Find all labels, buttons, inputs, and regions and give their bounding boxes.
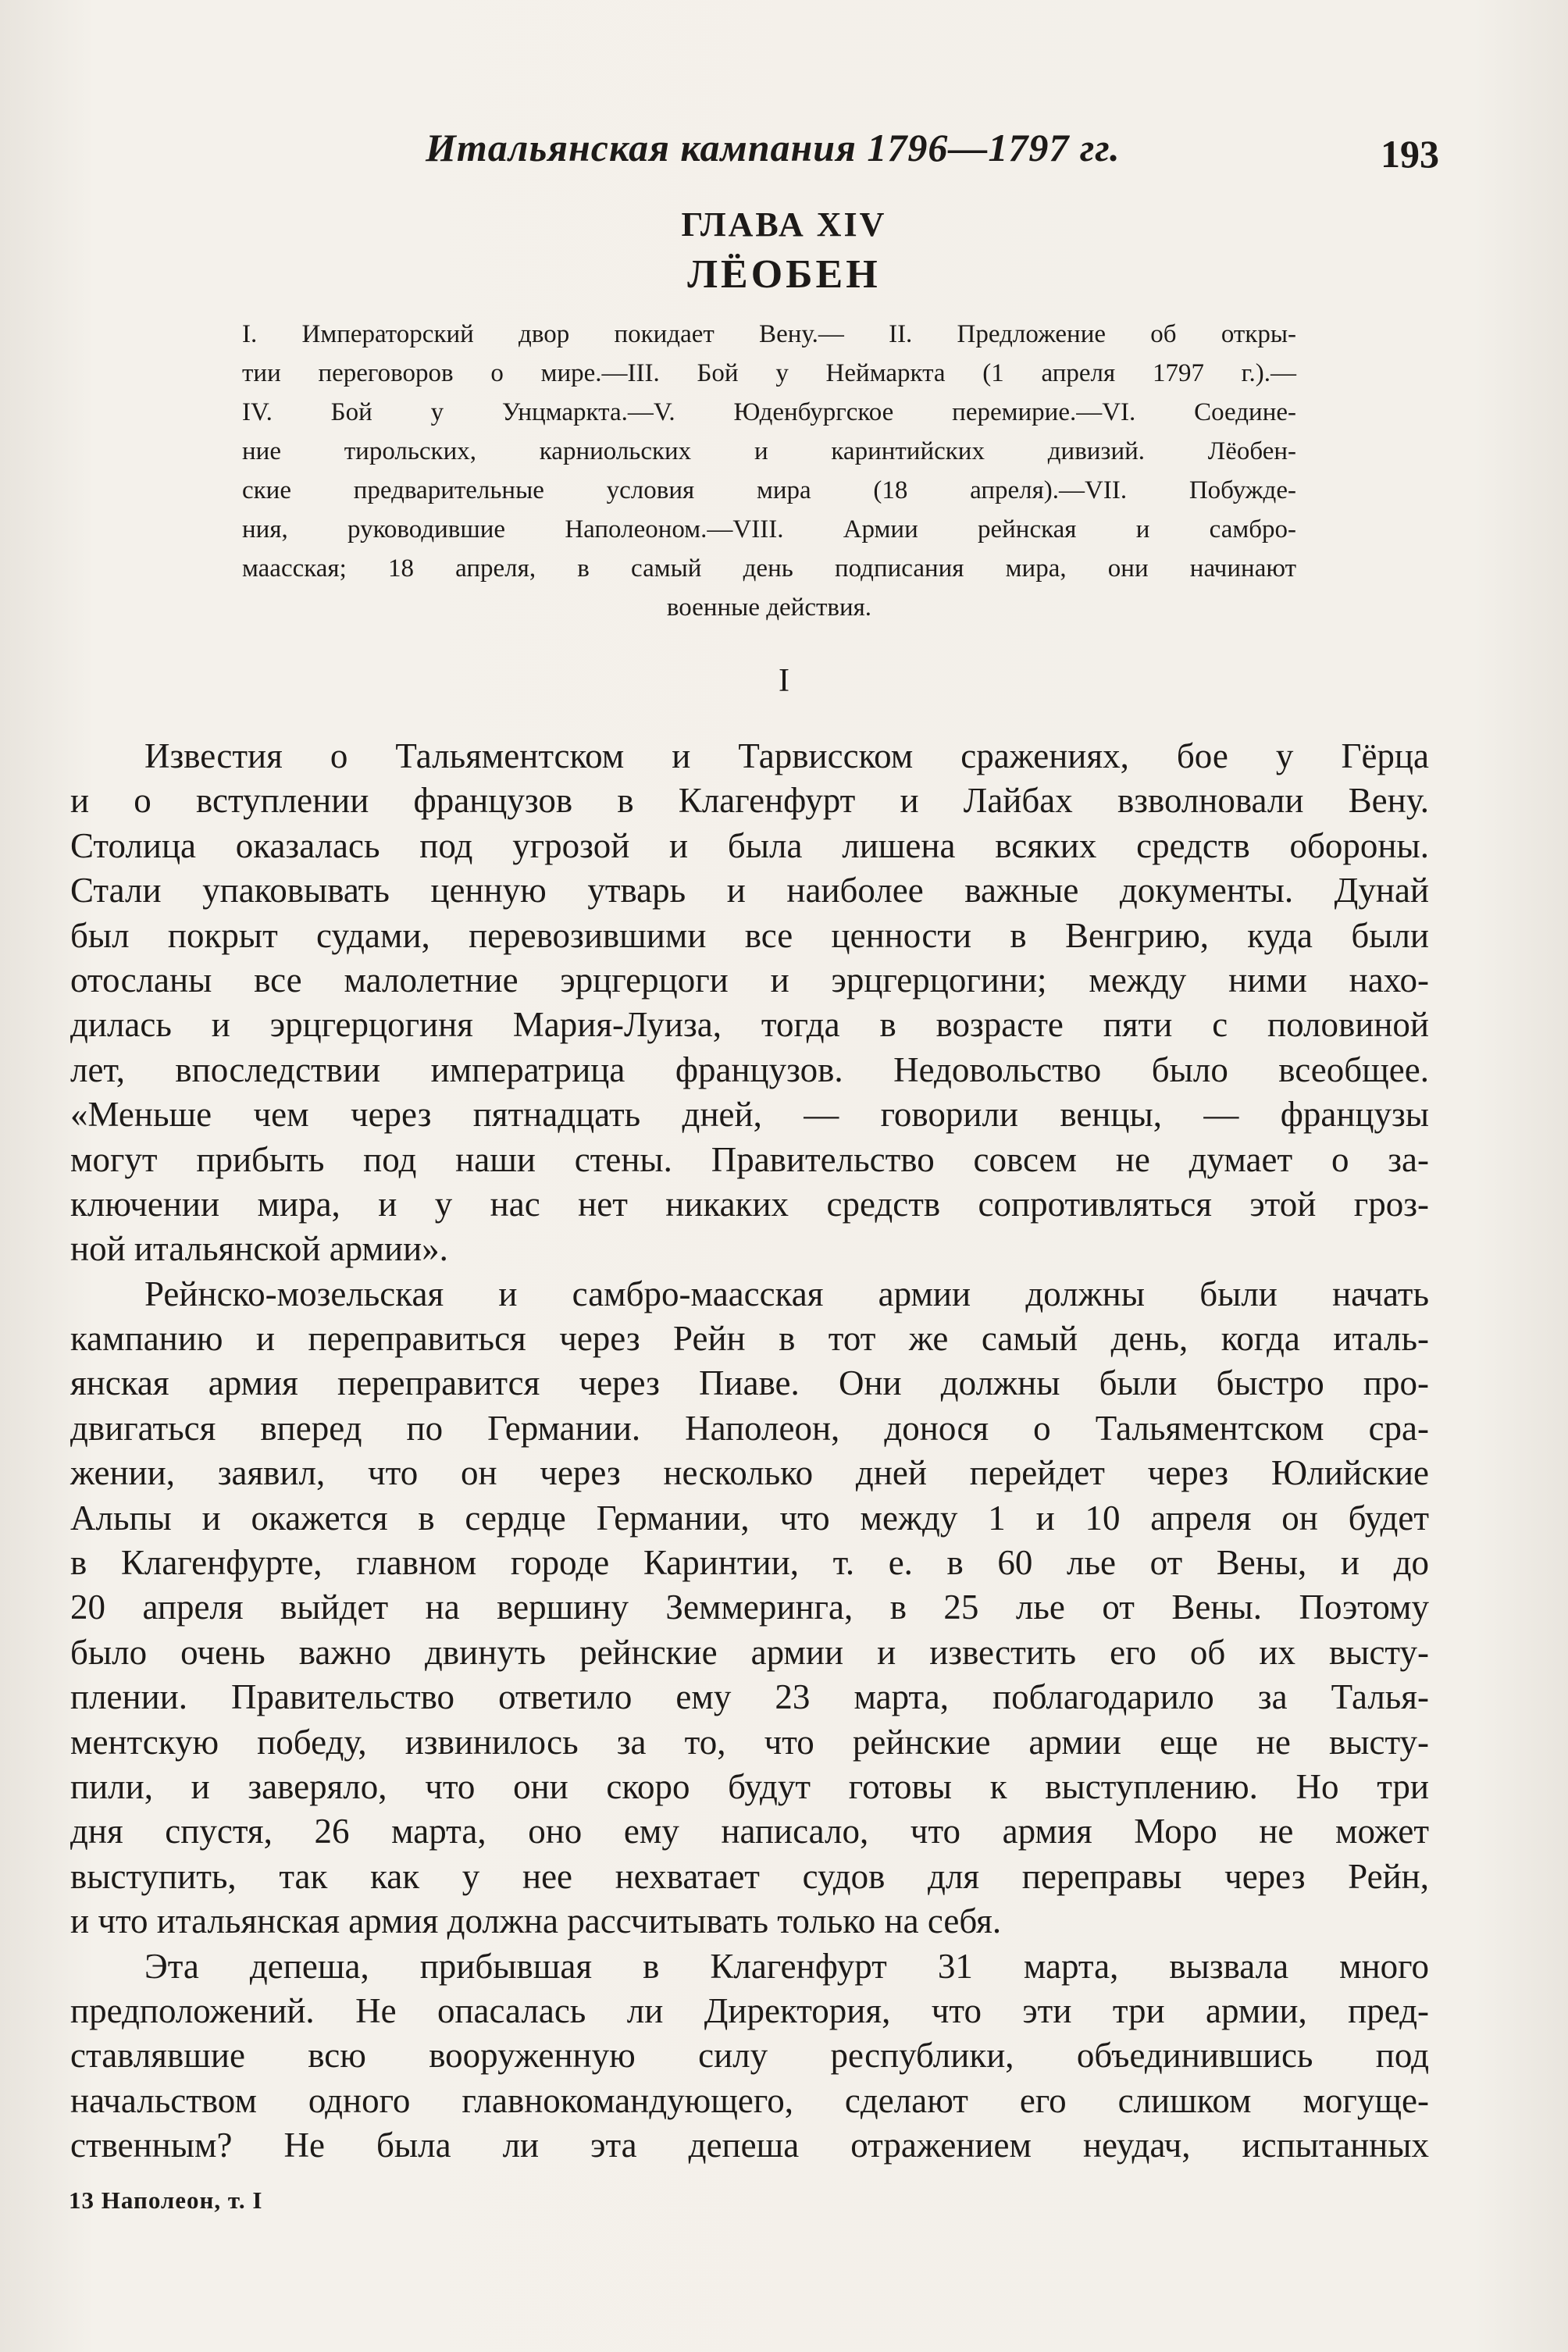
text-line: жении, заявил, что он через несколько дней перейдет через Юлийские <box>70 1453 1429 1493</box>
text-line: Рейнско-мозельская и самбро-маасская армии должны были начать <box>144 1274 1429 1313</box>
text-line: лет, впоследствии императрица французов. Недовольство было всеобщее. <box>70 1049 1429 1089</box>
text-line: ключении мира, и у нас нет никаких средств сопротивляться этой гроз- <box>70 1184 1429 1224</box>
chapter-title: ЛЁОБЕН <box>687 252 881 297</box>
text-line: 20 апреля выйдет на вершину Земмеринга, в 25 лье от Вены. Поэтому <box>70 1588 1429 1627</box>
text-line: пили, и заверяло, что они скоро будут готовы к выступлению. Но три <box>70 1766 1429 1806</box>
text-line: дня спустя, 26 марта, оно ему написало, что армия Моро не может <box>70 1812 1429 1851</box>
text-line: в Клагенфурте, главном городе Каринтии, т. е. в 60 лье от Вены, и до <box>70 1543 1429 1583</box>
text-line: «Меньше чем через пятнадцать дней, — говорили венцы, — французы <box>70 1095 1429 1135</box>
text-line: отосланы все малолетние эрцгерцоги и эрцгерцогини; между ними нахо- <box>70 960 1429 1000</box>
page-number: 193 <box>1381 132 1439 176</box>
summary-line: I. Императорский двор покидает Вену.— II. Предложение об откры- <box>242 320 1296 348</box>
text-line: был покрыт судами, перевозившими все ценности в Венгрию, куда были <box>70 915 1429 955</box>
text-line: Столица оказалась под угрозой и была лишена всяких средств обороны. <box>70 825 1429 865</box>
text-line: ной итальянской армии». <box>70 1229 448 1269</box>
text-line: ментскую победу, извинилось за то, что рейнские армии еще не высту- <box>70 1722 1429 1762</box>
text-line: янская армия переправится через Пиаве. Они должны были быстро про- <box>70 1363 1429 1403</box>
summary-line: ния, руководившие Наполеоном.—VIII. Армии рейнская и самбро- <box>242 515 1296 543</box>
summary-line: ские предварительные условия мира (18 апреля).—VII. Побужде- <box>242 476 1296 504</box>
summary-line: IV. Бой у Унцмаркта.—V. Юденбургское перемирие.—VI. Соедине- <box>242 398 1296 426</box>
section-numeral: I <box>779 663 789 699</box>
chapter-summary <box>242 315 1296 627</box>
text-line: могут прибыть под наши стены. Правительство совсем не думает о за- <box>70 1139 1429 1179</box>
body-text <box>70 734 1429 2168</box>
text-line: кампанию и переправиться через Рейн в тот же самый день, когда италь- <box>70 1319 1429 1359</box>
chapter-label: ГЛАВА XIV <box>681 205 887 244</box>
text-line: двигаться вперед по Германии. Наполеон, донося о Тальяментском сра- <box>70 1408 1429 1448</box>
text-line: выступить, так как у нее нехватает судов для переправы через Рейн, <box>70 1856 1429 1896</box>
text-line: Стали упаковывать ценную утварь и наиболее важные документы. Дунай <box>70 871 1429 911</box>
text-line: и о вступлении французов в Клагенфурт и Лайбах взволновали Вену. <box>70 781 1429 821</box>
text-line: ственным? Не была ли эта депеша отражением неудач, испытанных <box>70 2126 1429 2165</box>
running-head: Итальянская кампания 1796—1797 гг. <box>426 126 1121 169</box>
text-line: ставлявшие всю вооруженную силу республики, объединившись под <box>70 2036 1429 2076</box>
summary-line: военные действия. <box>666 593 872 622</box>
summary-line: маасская; 18 апреля, в самый день подписания мира, они начинают <box>242 554 1296 583</box>
text-line: и что итальянская армия должна рассчитывать только на себя. <box>70 1901 1002 1941</box>
text-line: Известия о Тальяментском и Тарвисском сражениях, бое у Гёрца <box>144 736 1429 775</box>
summary-line: ние тирольских, карниольских и каринтийских дивизий. Лёобен- <box>242 437 1296 465</box>
text-line: плении. Правительство ответило ему 23 марта, поблагодарило за Талья- <box>70 1677 1429 1717</box>
text-line: дилась и эрцгерцогиня Мария-Луиза, тогда в возрасте пяти с половиной <box>70 1005 1429 1045</box>
text-line: Альпы и окажется в сердце Германии, что между 1 и 10 апреля он будет <box>70 1498 1429 1538</box>
signature-mark: 13 Наполеон, т. I <box>69 2186 263 2214</box>
summary-line: тии переговоров о мире.—III. Бой у Неймаркта (1 апреля 1797 г.).— <box>242 359 1296 387</box>
text-line: Эта депеша, прибывшая в Клагенфурт 31 марта, вызвала много <box>144 1946 1429 1986</box>
text-line: предположений. Не опасалась ли Директория, что эти три армии, пред- <box>70 1990 1429 2030</box>
text-line: было очень важно двинуть рейнские армии и известить его об их высту- <box>70 1632 1429 1672</box>
text-line: начальством одного главнокомандующего, сделают его слишком могуще- <box>70 2080 1429 2120</box>
